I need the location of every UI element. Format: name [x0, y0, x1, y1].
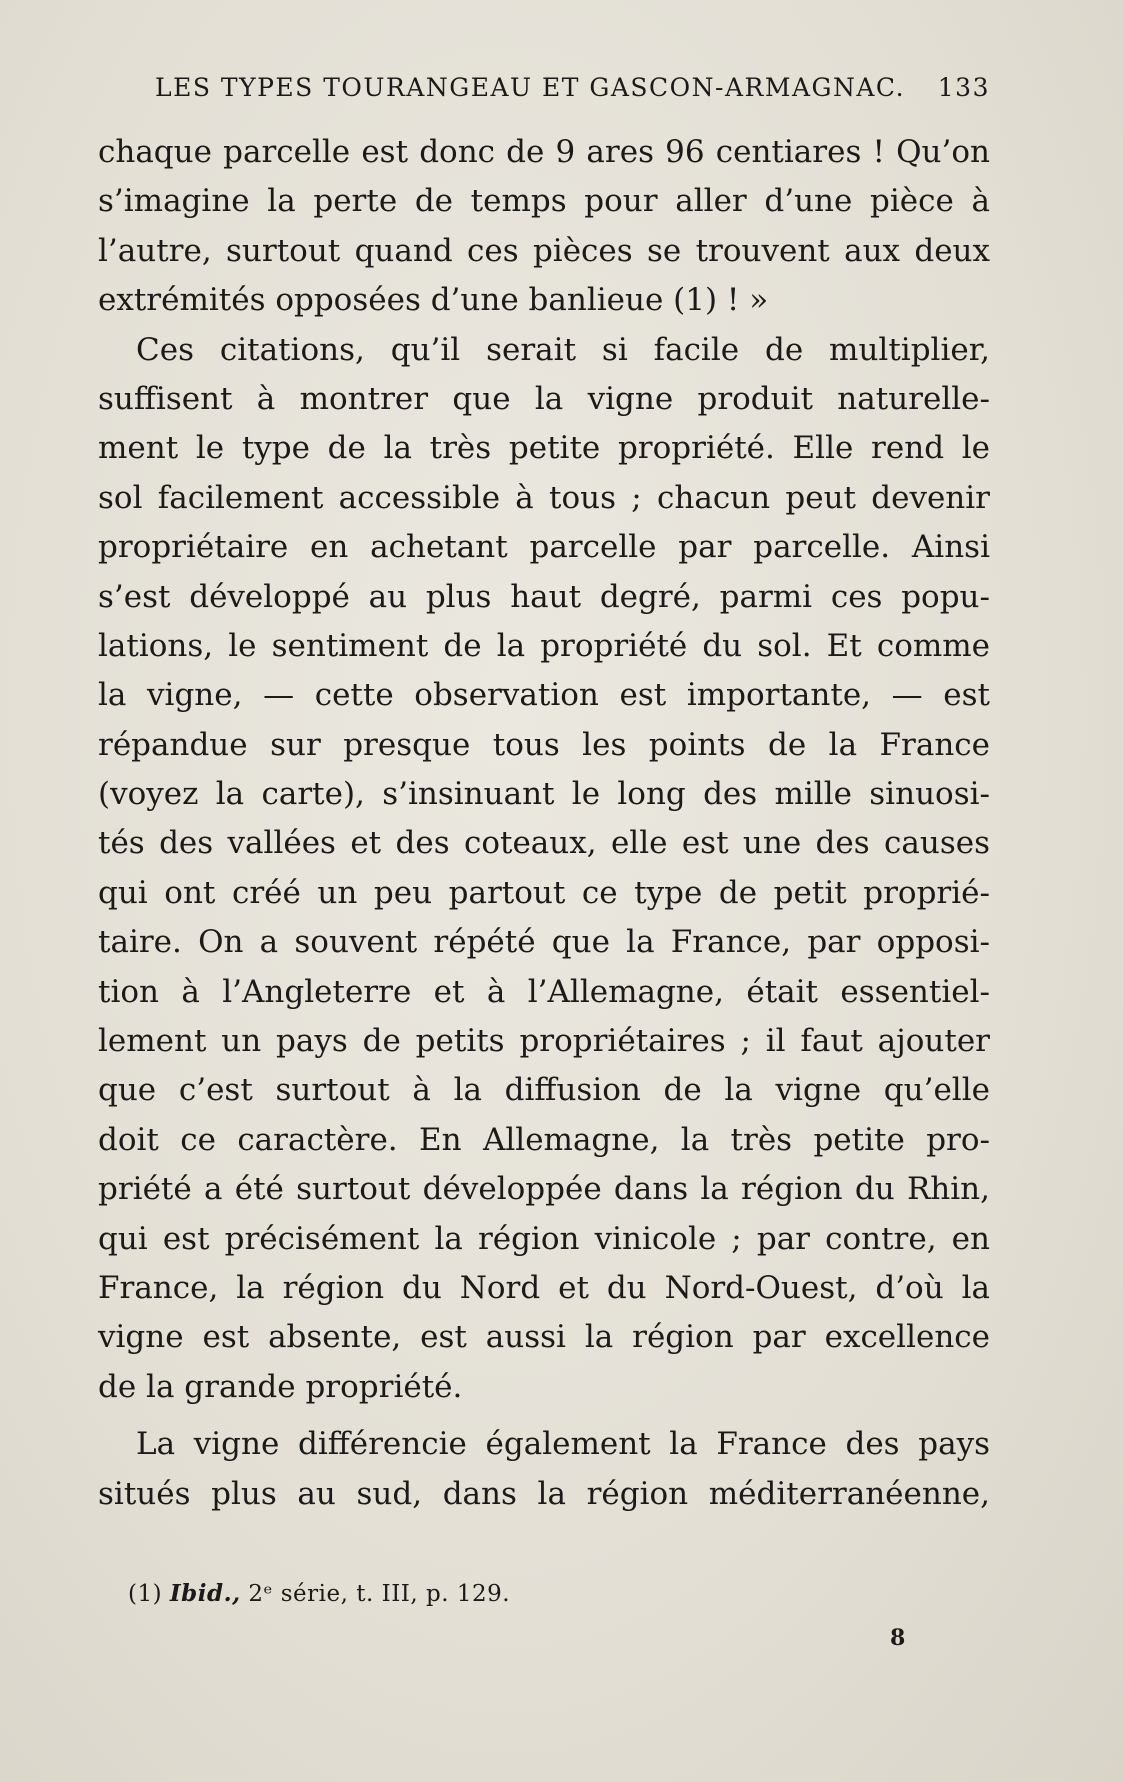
footnote	[128, 1574, 510, 1614]
text-line: priété a été surtout développée dans la région du Rhin,	[98, 1171, 990, 1208]
text-line: lement un pays de petits propriétaires ; il faut ajouter	[98, 1023, 990, 1060]
text-line: ment le type de la très petite propriété. Elle rend le	[98, 430, 990, 467]
footnote-marker: (1)	[128, 1581, 163, 1607]
text-line: taire. On a souvent répété que la France, par opposi-	[98, 924, 990, 961]
text-line: doit ce caractère. En Allemagne, la très petite pro-	[98, 1121, 990, 1158]
text-line: s’est développé au plus haut degré, parmi ces popu-	[98, 578, 990, 615]
text-line: que c’est surtout à la diffusion de la vigne qu’elle	[98, 1072, 990, 1109]
text-line: lations, le sentiment de la propriété du sol. Et comme	[98, 627, 990, 664]
text-line: propriétaire en achetant parcelle par parcelle. Ainsi	[98, 529, 990, 566]
footnote-reference: Ibid.,	[169, 1580, 241, 1607]
running-head	[155, 68, 990, 108]
text-line: situés plus au sud, dans la région méditerranéenne,	[98, 1475, 990, 1512]
text-line: France, la région du Nord et du Nord-Ouest, d’où la	[98, 1269, 990, 1306]
text-line: qui est précisément la région vinicole ; par contre, en	[98, 1220, 990, 1257]
text-line: répandue sur presque tous les points de la France	[98, 726, 990, 763]
text-line: la vigne, — cette observation est importante, — est	[98, 677, 990, 714]
text-line: tés des vallées et des coteaux, elle est une des causes	[98, 825, 990, 862]
text-line: La vigne différencie également la France des pays	[136, 1426, 990, 1463]
text-line: (voyez la carte), s’insinuant le long des mille sinuosi-	[98, 776, 990, 813]
text-line: sol facilement accessible à tous ; chacun peut devenir	[98, 479, 990, 516]
text-line: extrémités opposées d’une banlieue (1) ! »	[98, 282, 769, 319]
text-line: vigne est absente, est aussi la région par excellence	[98, 1319, 990, 1356]
text-line: qui ont créé un peu partout ce type de petit proprié-	[98, 874, 990, 911]
text-line: s’imagine la perte de temps pour aller d’une pièce à	[98, 183, 990, 220]
text-line: l’autre, surtout quand ces pièces se trouvent aux deux	[98, 232, 990, 269]
text-line: tion à l’Angleterre et à l’Allemagne, était essentiel-	[98, 973, 990, 1010]
footnote-text: 2ᵉ série, t. III, p. 129.	[248, 1581, 511, 1607]
page-number: 133	[937, 73, 990, 102]
text-line: Ces citations, qu’il serait si facile de multiplier,	[136, 331, 990, 368]
running-head-title: LES TYPES TOURANGEAU ET GASCON-ARMAGNAC.	[155, 73, 906, 102]
signature-mark: 8	[890, 1625, 906, 1651]
text-line: chaque parcelle est donc de 9 ares 96 centiares ! Qu’on	[98, 134, 990, 170]
text-line: de la grande propriété.	[98, 1368, 463, 1405]
paragraph-gap	[98, 1412, 990, 1420]
text-line: suffisent à montrer que la vigne produit naturelle-	[98, 380, 990, 417]
body-text	[98, 128, 990, 1519]
